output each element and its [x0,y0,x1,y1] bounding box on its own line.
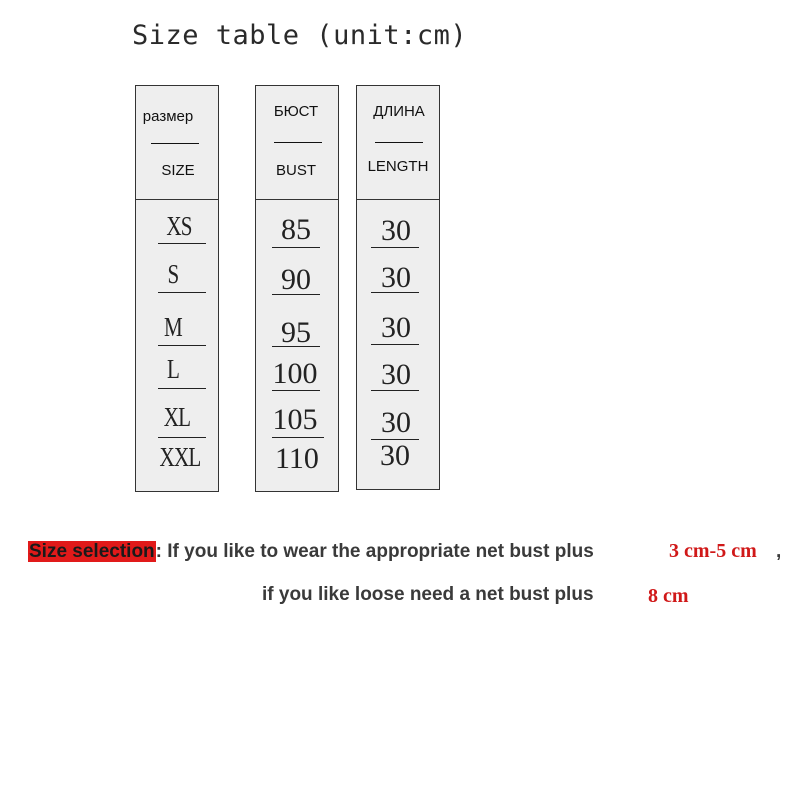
size-column-header [136,86,218,199]
bust-header-en: BUST [275,162,316,179]
bust-cell: 85 [281,213,311,246]
length-column-header [357,86,439,199]
size-selection-line1 [28,541,594,563]
cell-underline [158,388,206,389]
bust-header-ru: БЮСТ [273,103,319,120]
note-line1-value: 3 cm-5 cm [669,540,757,562]
header-divider [136,199,218,200]
header-rule [375,142,423,143]
size-selection-highlight: Size selection [29,541,155,562]
note-line1-comma: , [776,541,782,562]
cell-underline [158,292,206,293]
length-header-en: LENGTH [367,158,429,175]
header-rule [274,142,322,143]
length-cell: 30 [381,406,411,439]
bust-cell: 110 [275,442,319,475]
size-cell: XS [166,211,192,241]
size-header-en: SIZE [161,162,195,179]
size-cell: M [164,312,182,342]
cell-underline [272,437,324,438]
page-title: Size table (unit:cm) [132,20,468,51]
size-header-ru: размер [142,108,194,125]
bust-cell: 90 [281,263,311,296]
length-cell: 30 [380,439,410,472]
size-cell: XXL [159,442,201,472]
cell-underline [272,294,320,295]
size-selection-line2: if you like loose need a net bust plus [262,584,594,605]
length-cell: 30 [381,311,411,344]
header-divider [357,199,439,200]
note-line2-value: 8 cm [648,585,689,607]
note-line1-text: : If you like to wear the appropriate net bust plus [155,541,594,562]
cell-underline [158,243,206,244]
bust-column-header [256,86,338,199]
cell-underline [371,344,419,345]
cell-underline [371,247,419,248]
cell-underline [272,346,320,347]
bust-cell: 95 [281,316,311,349]
length-column [356,85,440,490]
header-divider [256,199,338,200]
length-cell: 30 [381,261,411,294]
cell-underline [272,390,320,391]
size-cell: XL [163,402,191,432]
cell-underline [371,292,419,293]
header-rule [151,143,199,144]
size-cell: S [167,259,179,289]
cell-underline [158,437,206,438]
length-cell: 30 [381,214,411,247]
size-column [135,85,219,492]
size-cell: L [166,354,180,384]
bust-column [255,85,339,492]
cell-underline [158,345,206,346]
cell-underline [371,390,419,391]
bust-cell: 100 [272,357,318,390]
length-cell: 30 [381,358,411,391]
length-header-ru: ДЛИНА [373,103,425,120]
cell-underline [272,247,320,248]
bust-cell: 105 [272,403,318,436]
